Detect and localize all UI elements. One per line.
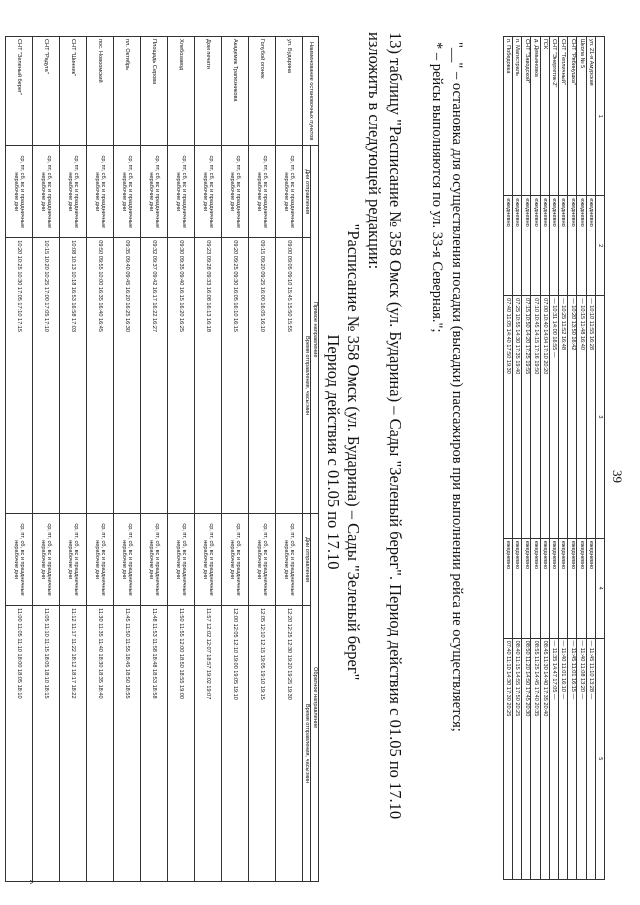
col-2-header: 2 — [595, 196, 604, 296]
previous-schedule-cell: ежедневно — [513, 538, 522, 638]
col-3-header: 3 — [595, 296, 604, 539]
previous-schedule-cell: — 10:31 14:00 16:55 — — [549, 296, 558, 539]
previous-schedule-row — [531, 37, 540, 880]
previous-schedule-cell: Школа № 5 — [577, 37, 586, 196]
previous-schedule-cell: — 11:40 11:01 16:10 — — [559, 638, 568, 879]
return-times: 11:45 11:50 11:55 18:45 18:50 18:55 — [114, 606, 141, 882]
stop-name: ул. Бударина — [276, 37, 303, 146]
previous-schedule-cell: 08:55 11:25 14:45 17:40 20:35 — [531, 638, 540, 879]
previous-schedule-cell: ежедневно — [503, 196, 512, 296]
return-times: 11:50 11:55 12:00 18:50 18:55 19:00 — [168, 606, 195, 882]
previous-schedule-cell: п. Магистраль — [513, 37, 522, 196]
return-days: ср, пт, сб, вс и праздничные нерабочие дни — [249, 514, 276, 606]
forward-times: 10:20 10:25 10:30 17:05 17:10 17:15 — [6, 238, 33, 514]
previous-schedule-cell: ежедневно — [522, 538, 531, 638]
return-days: ср, пт, сб, вс и праздничные нерабочие дни — [33, 514, 60, 606]
forward-time-header: Время отправления, часы:мин — [303, 238, 311, 514]
forward-days: ср, пт, сб, вс и праздничные нерабочие дни — [33, 146, 60, 238]
previous-schedule-cell: ул. 21-я Амурская — [586, 37, 595, 196]
return-days: ср, пт, сб, вс и праздничные нерабочие дни — [87, 514, 114, 606]
previous-schedule-cell: 07:25 10:55 14:30 17:35 19:40 — [513, 296, 522, 539]
previous-schedule-cell: — 10:20 13:50 16:42 — [568, 296, 577, 539]
col-4-header: 4 — [595, 538, 604, 638]
forward-times: 09:15 09:20 09:25 16:00 16:05 16:10 — [249, 238, 276, 514]
forward-times: 09:20 09:25 09:30 16:05 16:10 16:15 — [222, 238, 249, 514]
return-times: 11:00 11:05 11:10 18:00 18:05 18:10 — [6, 606, 33, 882]
instruction-line-1: 13) таблицу "Расписание № 358 Омск (ул. Бударина) – Сады "Зеленый берег". Период действия с 01.05 по 17.10 — [386, 32, 405, 820]
schedule-row — [141, 37, 168, 882]
forward-days: ср, пт, сб, вс и праздничные нерабочие дни — [276, 146, 303, 238]
previous-schedule-row — [503, 37, 512, 880]
previous-schedule-cell: ежедневно — [577, 196, 586, 296]
stop-column-header: Наименование остановочных пунктов — [303, 37, 319, 146]
schedule-row — [168, 37, 195, 882]
schedule-title: "Расписание № 358 Омск (ул. Бударина) – Сады "Зеленый берег" — [344, 223, 363, 681]
previous-schedule-row — [577, 37, 586, 880]
return-times: 11:12 11:17 11:22 18:12 18:17 18:22 — [60, 606, 87, 882]
forward-direction-header: Прямое направление — [311, 146, 319, 514]
previous-schedule-cell: 08:40 11:15 14:55 17:50 20:25 — [513, 638, 522, 879]
schedule-row — [33, 37, 60, 882]
previous-schedule-cell: 08:45 11:30 14:40 17:35 20:40 — [540, 638, 549, 879]
previous-schedule-cell: СНТ "Энергетик-2" — [549, 37, 558, 196]
previous-schedule-cell: ГСК — [540, 37, 549, 196]
previous-schedule-row — [540, 37, 549, 880]
previous-schedule-cell: СНТ "Рябинушка" — [568, 37, 577, 196]
schedule-row — [222, 37, 249, 882]
return-times: 12:00 12:05 12:10 19:00 19:05 19:10 — [222, 606, 249, 882]
return-times: 11:57 12:02 12:07 18:57 19:02 19:07 — [195, 606, 222, 882]
previous-schedule-cell: п. Победовка — [503, 37, 512, 196]
return-times: 11:30 11:35 11:40 18:30 18:35 18:40 — [87, 606, 114, 882]
previous-schedule-cell: ежедневно — [568, 196, 577, 296]
forward-days: ср, пт, сб, вс и праздничные нерабочие дни — [222, 146, 249, 238]
return-days: ср, пт, сб, вс и праздничные нерабочие дни — [141, 514, 168, 606]
schedule-row — [114, 37, 141, 882]
previous-schedule-cell: ежедневно — [586, 196, 595, 296]
forward-days: ср, пт, сб, вс и праздничные нерабочие дни — [195, 146, 222, 238]
forward-days: ср, пт, сб, вс и праздничные нерабочие дни — [6, 146, 33, 238]
previous-schedule-cell: ежедневно — [540, 196, 549, 296]
return-days: ср, пт, сб, вс и праздничные нерабочие дни — [168, 514, 195, 606]
note-route-variant: * – рейсы выполняются по ул. 33-я Северная."; — [429, 42, 445, 333]
col-1-header: 1 — [595, 37, 604, 196]
margin-mark: ^ — [25, 880, 35, 885]
forward-times: 09:35 09:40 09:45 16:20 16:25 16:30 — [114, 238, 141, 514]
stop-name: пл. Октябрь — [114, 37, 141, 146]
forward-times: 09:32 09:37 09:42 16:17 16:22 16:27 — [141, 238, 168, 514]
previous-schedule-cell: — 11:35 14:47 17:05 — — [549, 638, 558, 879]
return-times: 11:05 11:10 11:15 18:05 18:10 18:15 — [33, 606, 60, 882]
return-direction-header: Обратное направление — [311, 514, 319, 882]
previous-schedule-row — [549, 37, 558, 880]
return-days: ср, пт, сб, вс и праздничные нерабочие дни — [114, 514, 141, 606]
previous-schedule-row — [513, 37, 522, 880]
previous-schedule-row — [586, 37, 595, 880]
stop-name: Площадь Серова — [141, 37, 168, 146]
return-days: ср, пт, сб, вс и праздничные нерабочие дни — [6, 514, 33, 606]
return-time-header: Время отправления, часы:мин — [303, 606, 311, 882]
previous-schedule-cell: СНТ "Заводской" — [522, 37, 531, 196]
previous-schedule-cell: ежедневно — [559, 196, 568, 296]
schedule-body — [6, 37, 303, 885]
previous-schedule-cell: — 10:10 11:55 16:28 — [586, 296, 595, 539]
previous-schedule-cell: 07:40 11:10 14:30 17:30 20:25 — [503, 638, 512, 879]
note-skip-stop: "__" – остановка для осуществления посадки (высадки) пассажиров при выполнении рейса не осуществляется; — [449, 42, 465, 732]
previous-schedule-cell: СНТ "Тепличный" — [559, 37, 568, 196]
stop-name: Голубой огонек — [249, 37, 276, 146]
previous-schedule-cell: 08:50 11:20 14:50 17:45 20:30 — [522, 638, 531, 879]
forward-days: ср, пт, сб, вс и праздничные нерабочие дни — [141, 146, 168, 238]
stop-name: СНТ "Шинник" — [60, 37, 87, 146]
forward-days: ср, пт, сб, вс и праздничные нерабочие дни — [249, 146, 276, 238]
schedule-row — [60, 37, 87, 882]
previous-schedule-cell: ежедневно — [586, 538, 595, 638]
previous-schedule-row — [568, 37, 577, 880]
previous-schedule-cell: 07:40 11:05 14:40 17:50 19:30 — [503, 296, 512, 539]
previous-schedule-cell: ежедневно — [503, 538, 512, 638]
previous-schedule-cell: — 11:45 11:01 16:15 — — [568, 638, 577, 879]
previous-schedule-table — [503, 36, 605, 880]
forward-days: ср, пт, сб, вс и праздничные нерабочие дни — [114, 146, 141, 238]
return-days: ср, пт, сб, вс и праздничные нерабочие дни — [60, 514, 87, 606]
previous-schedule-cell: ежедневно — [522, 196, 531, 296]
previous-schedule-cell: 07:15 10:50 14:20 17:25 19:55 — [522, 296, 531, 539]
forward-times: 10:08 10:13 10:18 16:53 16:58 17:03 — [60, 238, 87, 514]
return-times: 11:48 11:53 11:58 18:48 18:53 18:58 — [141, 606, 168, 882]
forward-times: 09:50 09:55 10:00 16:35 16:40 16:45 — [87, 238, 114, 514]
forward-times: 10:15 10:20 10:25 17:00 17:05 17:10 — [33, 238, 60, 514]
stop-name: Хлебозавод — [168, 37, 195, 146]
previous-schedule-cell: ежедневно — [549, 538, 558, 638]
previous-schedule-cell: д. Демьяновка — [531, 37, 540, 196]
previous-schedule-cell: — 10:15 11:48 16:40 — [577, 296, 586, 539]
return-days: ср, пт, сб, вс и праздничные нерабочие дни — [195, 514, 222, 606]
forward-times: 09:00 09:05 09:10 15:45 15:50 15:55 — [276, 238, 303, 514]
previous-schedule-cell: 07:00 10:40 14:04 17:10 20:20 — [540, 296, 549, 539]
forward-times: 09:23 09:28 09:33 16:08 16:13 16:18 — [195, 238, 222, 514]
page-number: 39 — [610, 470, 625, 483]
previous-schedule-cell: — 11:40 11:08 13:20 — — [577, 638, 586, 879]
forward-days: ср, пт, сб, вс и праздничные нерабочие дни — [60, 146, 87, 238]
previous-schedule-cell: ежедневно — [549, 196, 558, 296]
schedule-row — [249, 37, 276, 882]
previous-schedule-cell: ежедневно — [513, 196, 522, 296]
previous-schedule-cell: 07:10 10:45 14:15 17:16 19:50 — [531, 296, 540, 539]
return-days-header: Дни отправления — [303, 514, 311, 606]
schedule-row — [87, 37, 114, 882]
return-times: 12:05 12:10 12:15 19:05 19:10 19:15 — [249, 606, 276, 882]
stop-name: Дом печати — [195, 37, 222, 146]
schedule-row — [276, 37, 303, 882]
schedule-period: Период действия с 01.05 по 17.10 — [324, 334, 343, 570]
forward-days: ср, пт, сб, вс и праздничные нерабочие дни — [87, 146, 114, 238]
previous-schedule-cell: ежедневно — [568, 538, 577, 638]
stop-name: Академик Трапезникова — [222, 37, 249, 146]
previous-schedule-row — [559, 37, 568, 880]
instruction-line-2: изложить в следующей редакции: — [365, 32, 384, 270]
previous-schedule-body — [503, 37, 595, 880]
previous-schedule-cell: ежедневно — [559, 538, 568, 638]
previous-schedule-cell: — 11:45 11:10 13:28 — — [586, 638, 595, 879]
previous-schedule-cell: ежедневно — [531, 538, 540, 638]
schedule-row — [195, 37, 222, 882]
schedule-table — [5, 36, 319, 885]
rotated-page — [15, 12, 625, 892]
previous-schedule-cell: ежедневно — [577, 538, 586, 638]
forward-times: 09:30 09:35 09:40 16:15 16:20 16:25 — [168, 238, 195, 514]
schedule-row — [6, 37, 33, 882]
previous-schedule-cell: ежедневно — [540, 538, 549, 638]
col-5-header: 5 — [595, 638, 604, 879]
return-days: ср, пт, сб, вс и праздничные нерабочие дни — [222, 514, 249, 606]
return-days: ср, пт, сб, вс и праздничные нерабочие дни — [276, 514, 303, 606]
stop-name: СНТ "Радуга" — [33, 37, 60, 146]
forward-days-header: Дни отправления — [303, 146, 311, 238]
forward-days: ср, пт, сб, вс и праздничные нерабочие дни — [168, 146, 195, 238]
previous-schedule-row — [522, 37, 531, 880]
previous-schedule-cell: ежедневно — [531, 196, 540, 296]
stop-name: пос. Новоомский — [87, 37, 114, 146]
previous-schedule-cell: — 10:25 11:52 16:48 — [559, 296, 568, 539]
return-times: 12:20 12:25 12:30 19:20 19:25 19:30 — [276, 606, 303, 882]
stop-name: СНТ "Зеленый берег" — [6, 37, 33, 146]
